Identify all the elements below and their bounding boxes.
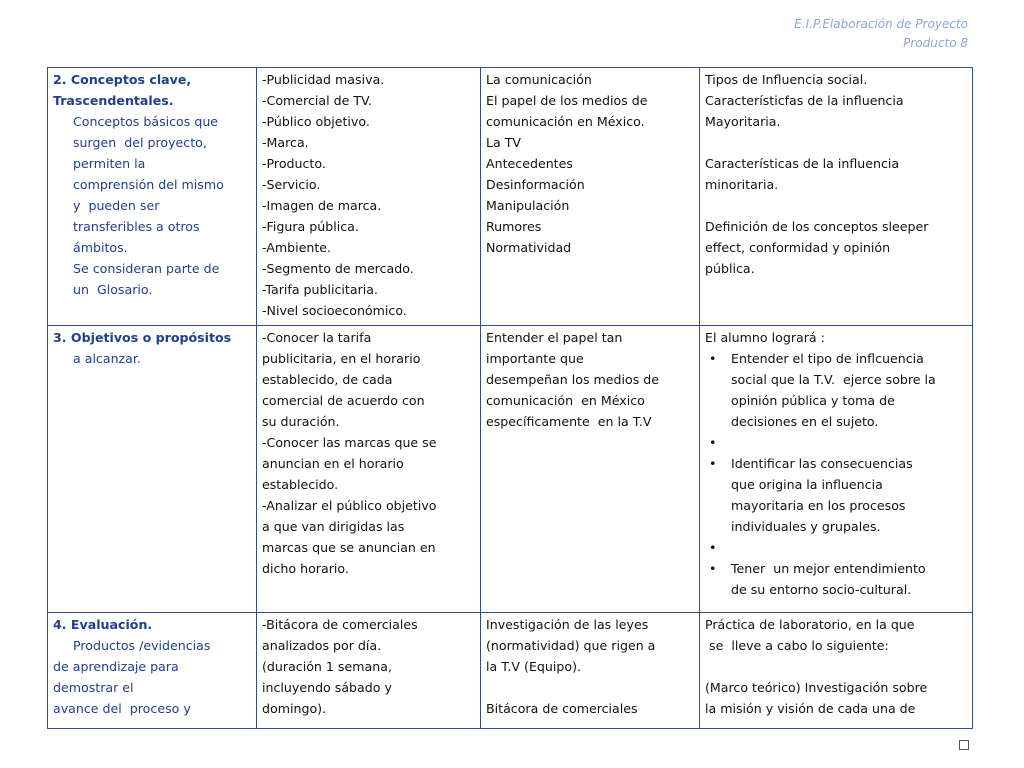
cell-line: Desinformación [486,177,585,192]
row-desc-line: Se consideran parte de [73,261,220,276]
cell-line: Características de la influencia [705,156,900,171]
cell-line: a que van dirigidas las [262,519,405,534]
row-heading-cell [48,613,257,729]
cell-line: -Imagen de marca. [262,198,382,213]
cell-line: -Publicidad masiva. [262,72,385,87]
topics-cell [481,68,700,326]
row-title: 4. Evaluación. [53,617,153,632]
cell-line: Antecedentes [486,156,573,171]
cell-line: dicho horario. [262,561,349,576]
cell-line: -Figura pública. [262,219,359,234]
row-desc-line: demostrar el [53,680,134,695]
cell-line: incluyendo sábado y [262,680,392,695]
cell-line: (duración 1 semana, [262,659,392,674]
row-desc-line: Conceptos básicos que [73,114,219,129]
row-title: 3. Objetivos o propósitos [53,330,232,345]
header-line-2: Producto 8 [903,36,968,50]
cell-line: Tipos de Influencia social. [705,72,868,87]
row-desc-line: y pueden ser [73,198,160,213]
cell-line: su duración. [262,414,340,429]
cell-line: comunicación en México. [486,114,645,129]
evidence-cell [257,613,481,729]
cell-line: desempeñan los medios de [486,372,660,387]
cell-line: La TV [486,135,522,150]
cell-line: -Ambiente. [262,240,332,255]
cell-line: se lleve a cabo lo siguiente: [705,638,889,653]
cell-line: (normatividad) que rigen a [486,638,656,653]
cell-line: La comunicación [486,72,592,87]
row-desc-line: surgen del proyecto, [73,135,207,150]
cell-line: El alumno logrará : [705,330,825,345]
paragraph-end-marker [959,740,969,750]
cell-line: importante que [486,351,584,366]
cell-line: comunicación en México [486,393,645,408]
cell-line: Investigación de las leyes [486,617,649,632]
table-row [48,326,973,613]
cell-line: Normatividad [486,240,572,255]
row-desc-line: de aprendizaje para [53,659,179,674]
cell-line: establecido. [262,477,339,492]
cell-line: minoritaria. [705,177,779,192]
cell-line: la T.V (Equipo). [486,659,581,674]
cell-line: Manipulación [486,198,570,213]
purpose-cell [481,326,700,613]
cell-line: -Conocer la tarifa [262,330,372,345]
row-title: 2. Conceptos clave, [53,72,192,87]
document-header [794,15,968,53]
cell-line: -Producto. [262,156,326,171]
cell-line: Práctica de laboratorio, en la que [705,617,915,632]
cell-line: El papel de los medios de [486,93,648,108]
cell-line: marcas que se anuncian en [262,540,436,555]
row-desc-line: permiten la [73,156,146,171]
list-item: • Tener un mejor entendimiento de su entorno socio-cultural. [705,558,968,600]
cell-line: Característicfas de la influencia [705,93,904,108]
cell-line: -Servicio. [262,177,321,192]
project-table [47,67,973,729]
cell-line: Bitácora de comerciales [486,701,638,716]
cell-line: específicamente en la T.V [486,414,652,429]
row-desc-line: un Glosario. [73,282,153,297]
cell-line: (Marco teórico) Investigación sobre [705,680,928,695]
cell-line: effect, conformidad y opinión [705,240,891,255]
row-desc-line: comprensión del mismo [73,177,224,192]
cell-line: comercial de acuerdo con [262,393,425,408]
outcomes-list [705,348,968,600]
row-desc-line: a alcanzar. [73,351,141,366]
cell-line: -Comercial de TV. [262,93,373,108]
header-line-1: E.I.P.Elaboración de Proyecto [794,17,968,31]
cell-line: anuncian en el horario [262,456,404,471]
cell-line: la misión y visión de cada una de [705,701,916,716]
cell-line: -Conocer las marcas que se [262,435,437,450]
cell-line: domingo). [262,701,327,716]
cell-line: -Nivel socioeconómico. [262,303,407,318]
table-row [48,613,973,729]
list-item: • Entender el tipo de inflcuencia social que la T.V. ejerce sobre la opinión pública y toma de decisiones en el sujeto. [705,348,968,432]
cell-line: -Analizar el público objetivo [262,498,437,513]
table-row [48,68,973,326]
cell-line: publicitaria, en el horario [262,351,421,366]
keywords-cell [257,68,481,326]
cell-line: establecido, de cada [262,372,393,387]
cell-line: Rumores [486,219,542,234]
row-desc-line: avance del proceso y [53,701,191,716]
row-heading-cell [48,68,257,326]
research-cell [481,613,700,729]
cell-line: -Marca. [262,135,309,150]
cell-line: pública. [705,261,755,276]
row-desc-line: Productos /evidencias [73,638,211,653]
row-desc-line: transferibles a otros [73,219,200,234]
cell-line: Entender el papel tan [486,330,623,345]
cell-line: Mayoritaria. [705,114,781,129]
cell-line: -Segmento de mercado. [262,261,414,276]
lab-practice-cell [700,613,973,729]
row-title-cont: Trascendentales. [53,93,174,108]
cell-line: -Público objetivo. [262,114,370,129]
cell-line: -Bitácora de comerciales [262,617,418,632]
row-heading-cell [48,326,257,613]
objectives-cell [257,326,481,613]
list-item: • Identificar las consecuencias que origina la influencia mayoritaria en los procesos individuales y grupales. [705,453,968,537]
outcomes-cell [700,326,973,613]
cell-line: Definición de los conceptos sleeper [705,219,929,234]
row-desc-line: ámbitos. [73,240,128,255]
concepts-cell [700,68,973,326]
cell-line: -Tarifa publicitaria. [262,282,378,297]
cell-line: analizados por día. [262,638,382,653]
